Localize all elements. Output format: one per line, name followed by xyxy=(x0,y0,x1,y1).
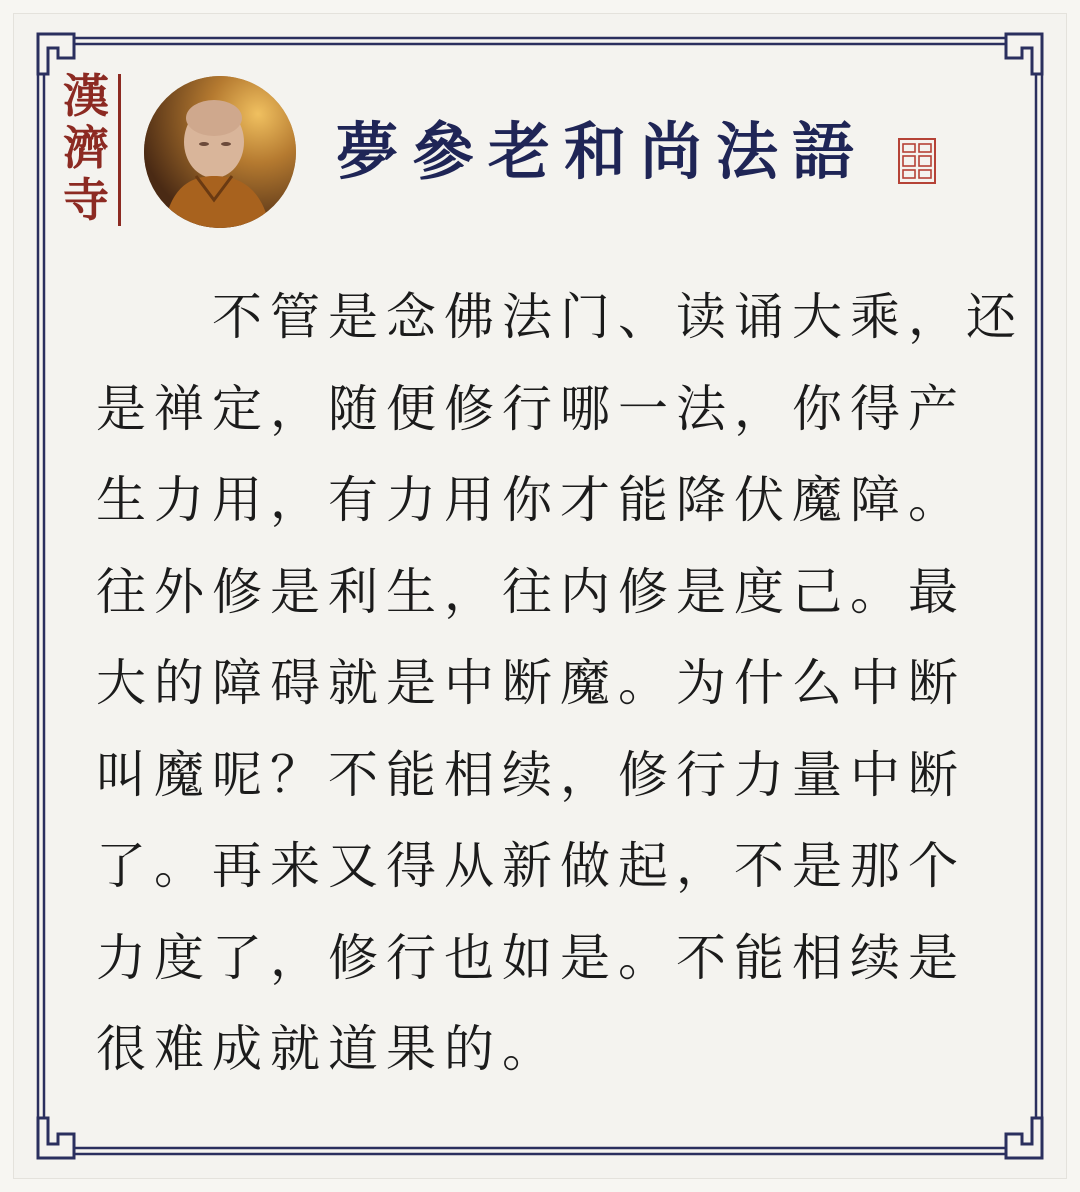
text-line: 是禅定，随便修行哪一法，你得产 xyxy=(96,379,966,438)
text-line: 生力用，有力用你才能降伏魔障。 xyxy=(96,471,966,529)
seal-icon xyxy=(900,140,934,182)
text-line: 大的障碍就是中断魔。为什么中断 xyxy=(96,654,966,712)
dharma-text xyxy=(96,272,1024,1096)
text-line: 很难成就道果的。 xyxy=(96,1020,560,1078)
monk-portrait xyxy=(144,76,296,228)
text-line: 往外修是利生，往内修是度己。最 xyxy=(96,562,966,621)
text-line: 不管是念佛法门、读诵大乘，还 xyxy=(96,288,1024,346)
monk-portrait-icon xyxy=(144,76,296,228)
text-line: 叫魔呢？不能相续，修行力量中断 xyxy=(96,745,966,804)
temple-divider xyxy=(118,74,121,226)
text-line: 了。再来又得从新做起，不是那个 xyxy=(96,837,966,895)
page-title: 夢參老和尚法語 xyxy=(336,115,869,188)
seal-stamp xyxy=(898,138,936,184)
temple-name: 漢濟寺 xyxy=(63,69,109,227)
text-line: 力度了，修行也如是。不能相续是 xyxy=(96,928,966,987)
